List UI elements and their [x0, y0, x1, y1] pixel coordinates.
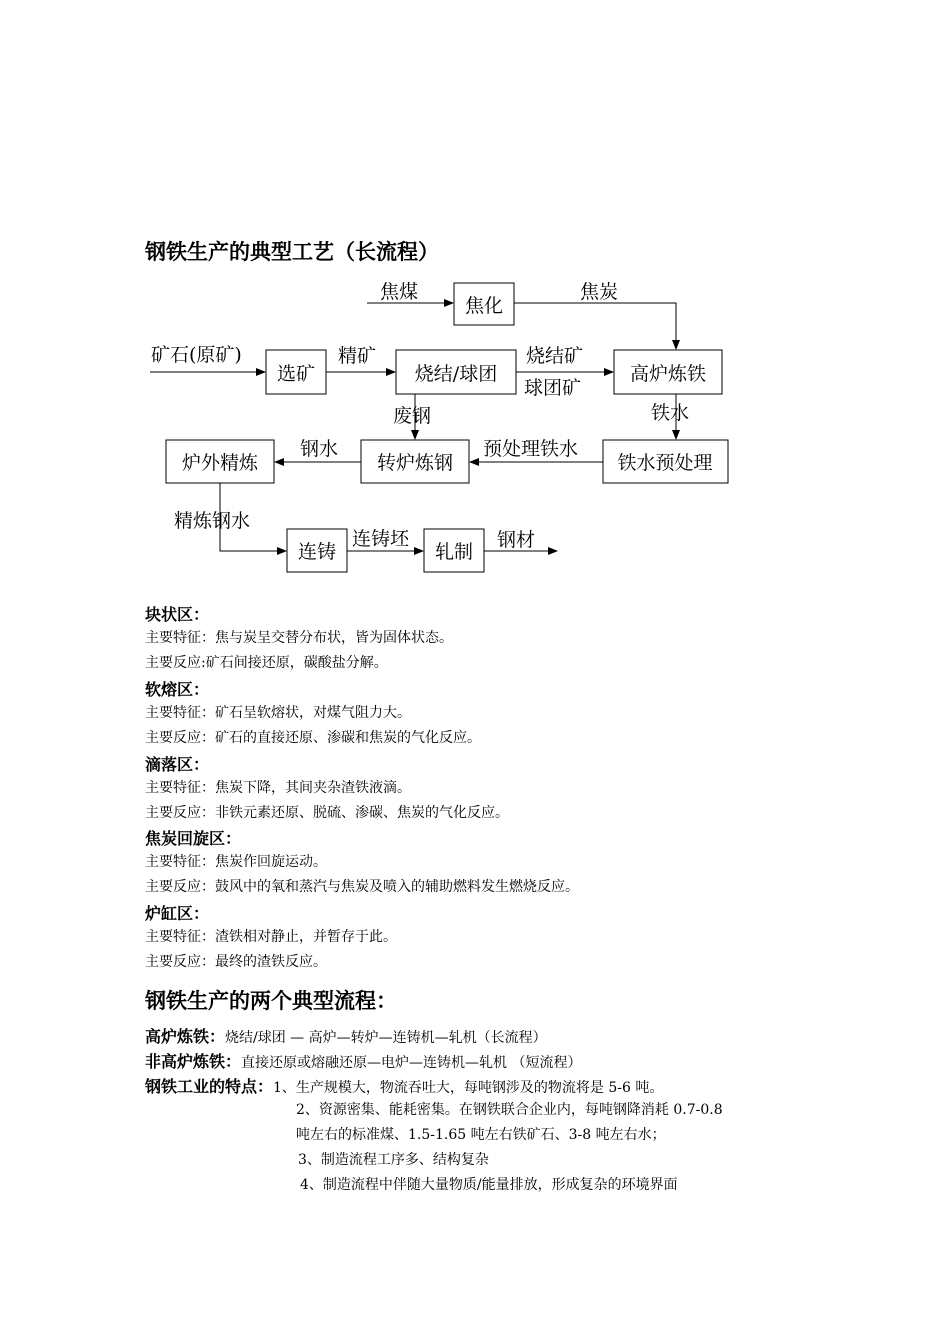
- label-steel-product: 钢材: [497, 529, 536, 551]
- label-coke: 焦炭: [580, 281, 619, 303]
- box-coking-label: 焦化: [464, 295, 504, 317]
- zone-1-reaction: 主要反应:矿石间接还原，碳酸盐分解。: [145, 655, 388, 671]
- label-sinter-ore: 烧结矿: [526, 345, 584, 367]
- box-continuous-casting: [287, 529, 347, 572]
- box-continuous-casting-label: 连铸: [297, 541, 337, 563]
- box-blast-furnace: [614, 350, 722, 394]
- feature-item-1: 1、生产规模大，物流吞吐大，每吨钢涉及的物流将是 5-6 吨。: [273, 1080, 664, 1096]
- box-secondary-refining: [166, 440, 274, 483]
- zone-3-reaction: 主要反应：非铁元素还原、脱硫、渗碳、焦炭的气化反应。: [145, 805, 509, 821]
- zone-1-heading: 块状区：: [145, 605, 210, 624]
- process-non-blast-furnace-label: 非高炉炼铁：: [145, 1052, 242, 1071]
- zone-2-heading: 软熔区：: [145, 680, 210, 699]
- feature-item-3: 3、制造流程工序多、结构复杂: [298, 1152, 489, 1168]
- label-refined-steel: 精炼钢水: [174, 510, 251, 532]
- zone-5-feature: 主要特征：渣铁相对静止，并暂存于此。: [145, 929, 397, 945]
- label-pretreated-hot-metal: 预处理铁水: [483, 438, 579, 460]
- box-beneficiation-label: 选矿: [276, 363, 316, 385]
- label-scrap: 废钢: [393, 405, 432, 427]
- label-hot-metal: 铁水: [651, 402, 690, 424]
- zone-3-feature: 主要特征：焦炭下降，其间夹杂渣铁液滴。: [145, 780, 411, 796]
- label-concentrate: 精矿: [338, 345, 377, 367]
- box-rolling-label: 轧制: [434, 541, 474, 563]
- features-label: 钢铁工业的特点：: [145, 1077, 274, 1096]
- process-flow-diagram: [0, 0, 950, 600]
- box-converter: [361, 440, 469, 483]
- arrow-coke-to-blast-furnace: [514, 303, 676, 349]
- process-non-blast-furnace-text: 直接还原或熔融还原—电炉—连铸机—轧机 （短流程）: [241, 1055, 582, 1071]
- box-hot-metal-pretreatment-label: 铁水预处理: [617, 452, 713, 474]
- label-raw-ore: 矿石(原矿): [151, 344, 242, 366]
- label-coal: 焦煤: [380, 281, 419, 303]
- box-rolling: [424, 529, 484, 572]
- zone-5-reaction: 主要反应：最终的渣铁反应。: [145, 954, 327, 970]
- zone-2-feature: 主要特征：矿石呈软熔状，对煤气阻力大。: [145, 705, 411, 721]
- feature-item-2a: 2、资源密集、能耗密集。在钢铁联合企业内，每吨钢降消耗 0.7-0.8: [296, 1102, 723, 1118]
- zone-2-reaction: 主要反应：矿石的直接还原、渗碳和焦炭的气化反应。: [145, 730, 481, 746]
- zone-4-reaction: 主要反应：鼓风中的氧和蒸汽与焦炭及喷入的辅助燃料发生燃烧反应。: [145, 879, 579, 895]
- zone-5-heading: 炉缸区：: [145, 904, 210, 923]
- box-coking: [454, 283, 514, 325]
- process-blast-furnace: [145, 1024, 547, 1047]
- box-converter-label: 转炉炼钢: [376, 452, 454, 474]
- box-sinter-pellet-label: 烧结/球团: [414, 363, 498, 385]
- box-secondary-refining-label: 炉外精炼: [181, 452, 259, 474]
- box-sinter-pellet: [396, 350, 516, 394]
- zone-3-heading: 滴落区：: [145, 755, 210, 774]
- box-blast-furnace-label: 高炉炼铁: [629, 363, 707, 385]
- page-title: 钢铁生产的典型工艺（长流程）: [145, 240, 439, 264]
- features-block: [145, 1074, 663, 1097]
- process-blast-furnace-text: 烧结/球团 — 高炉—转炉—连铸机—轧机（长流程）: [225, 1030, 547, 1046]
- box-hot-metal-pretreatment: [603, 440, 728, 483]
- label-molten-steel: 钢水: [300, 438, 339, 460]
- zone-1-feature: 主要特征：焦与炭呈交替分布状，皆为固体状态。: [145, 630, 453, 646]
- zone-4-heading: 焦炭回旋区：: [145, 829, 242, 848]
- process-non-blast-furnace: [145, 1049, 581, 1072]
- feature-item-4: 4、制造流程中伴随大量物质/能量排放，形成复杂的环境界面: [300, 1177, 678, 1193]
- section-title-two-processes: 钢铁生产的两个典型流程：: [145, 989, 397, 1013]
- box-beneficiation: [266, 350, 326, 394]
- feature-item-2b: 吨左右的标准煤、1.5-1.65 吨左右铁矿石、3-8 吨左右水；: [296, 1127, 666, 1143]
- label-pellet-ore: 球团矿: [524, 377, 582, 399]
- zone-4-feature: 主要特征：焦炭作回旋运动。: [145, 854, 327, 870]
- process-blast-furnace-label: 高炉炼铁：: [145, 1027, 226, 1046]
- label-billet: 连铸坯: [352, 528, 410, 550]
